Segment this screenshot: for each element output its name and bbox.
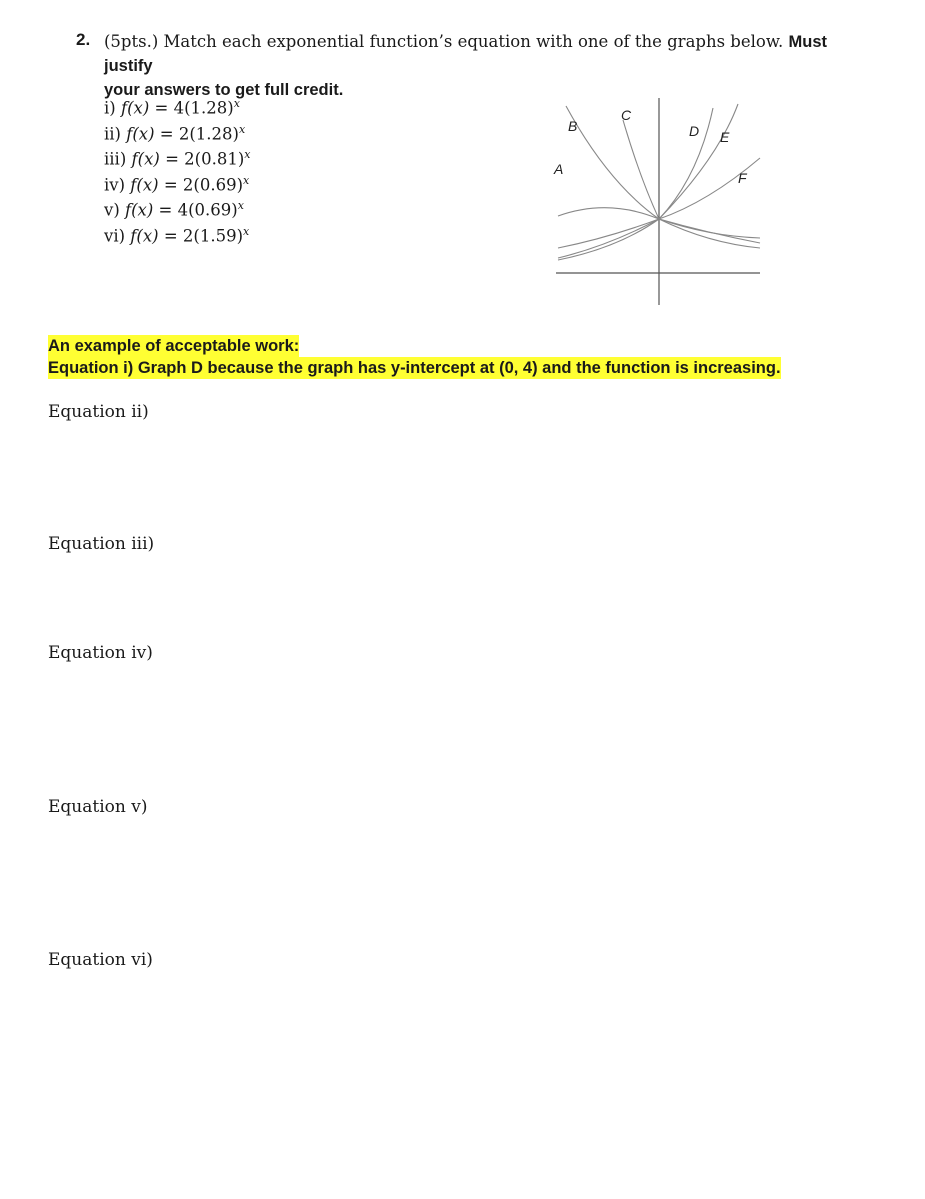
equation-item: i) $f(x) = 4(1.28)^x$ — [104, 97, 240, 118]
question-prompt — [104, 30, 864, 102]
answer-label-vi: Equation vi) — [48, 950, 153, 970]
question-number: 2. — [76, 30, 91, 49]
graph-label-a: A — [554, 161, 564, 177]
answer-label-ii: Equation ii) — [48, 402, 149, 422]
exponential-graphs — [548, 98, 768, 308]
question-emphasis-1: Must justify — [104, 33, 828, 75]
curve-e — [558, 104, 738, 260]
graph-label-d: D — [689, 123, 700, 139]
question-emphasis-2: your answers to get full credit. — [104, 81, 344, 99]
equation-item: vi) $f(x) = 2(1.59)^x$ — [104, 224, 250, 245]
equation-item: v) $f(x) = 4(0.69)^x$ — [104, 199, 244, 220]
answer-label-v: Equation v) — [48, 797, 148, 817]
example-heading: An example of acceptable work: — [48, 337, 300, 355]
example-block — [48, 335, 781, 379]
question-text: (5pts.) Match each exponential function’s equation with one of the graphs below. — [104, 32, 784, 51]
curve-b — [566, 106, 760, 248]
equation-item: iv) $f(x) = 2(0.69)^x$ — [104, 173, 250, 194]
graph-label-e: E — [720, 129, 730, 145]
equation-item: iii) $f(x) = 2(0.81)^x$ — [104, 148, 251, 169]
equation-item: ii) $f(x) = 2(1.28)^x$ — [104, 122, 246, 143]
answer-label-iv: Equation iv) — [48, 643, 153, 663]
graph-label-f: F — [738, 170, 747, 186]
answer-label-iii: Equation iii) — [48, 534, 155, 554]
graph-label-b: B — [568, 118, 578, 134]
graph-label-c: C — [621, 107, 632, 123]
equation-list — [104, 93, 250, 246]
example-body: Equation i) Graph D because the graph has y-intercept at (0, 4) and the function is increasing. — [48, 359, 781, 377]
